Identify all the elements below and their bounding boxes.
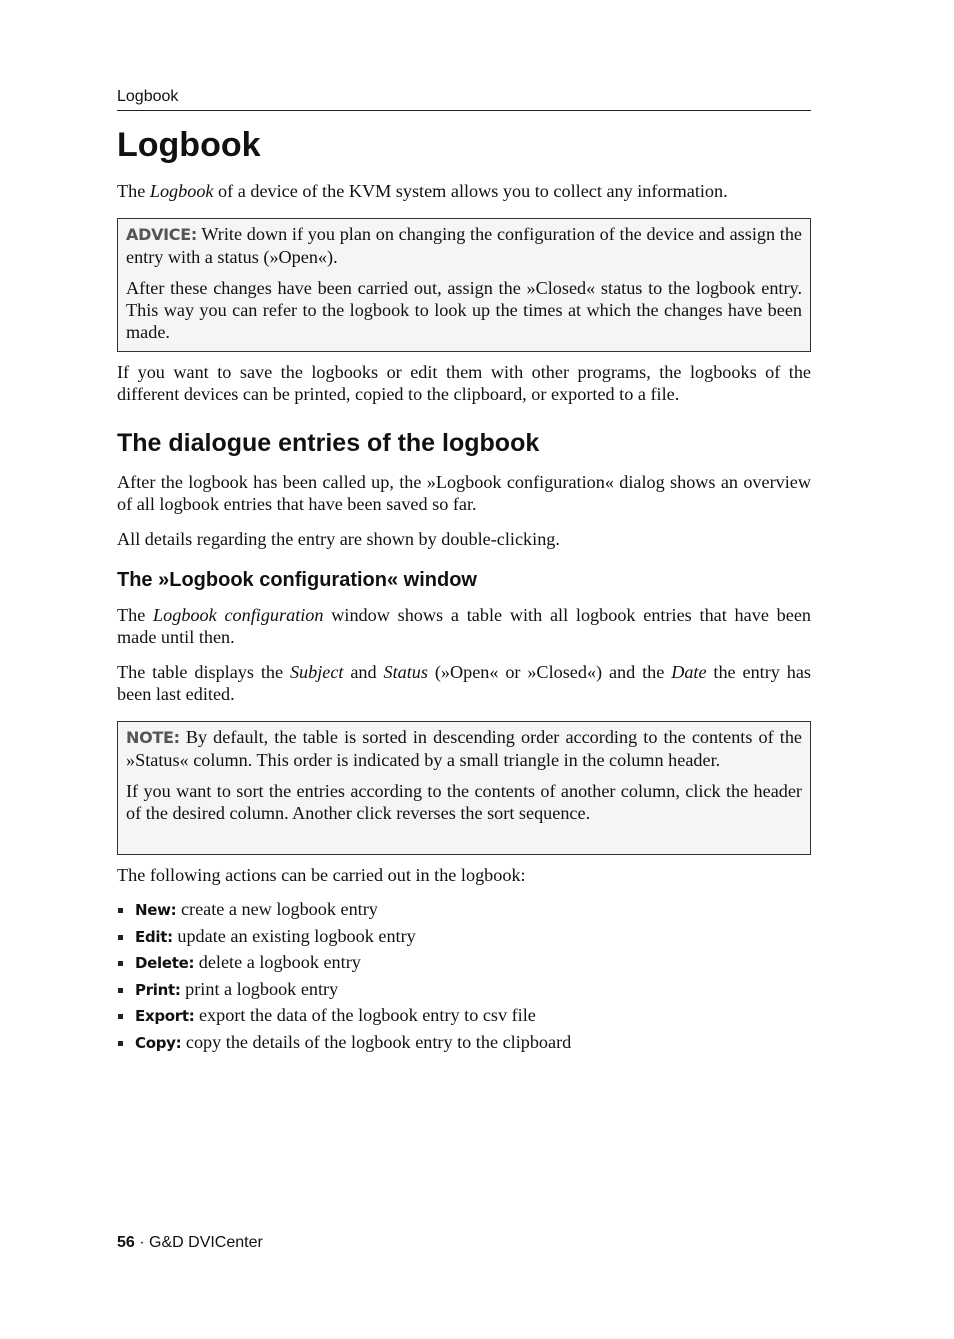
page-number: 56 <box>117 1234 135 1251</box>
product-name: G&D DVICenter <box>149 1234 263 1251</box>
advice-paragraph-1: ADVICE: Write down if you plan on changing the configuration of the device and assign the entry with a status (»Open«). <box>126 224 802 267</box>
advice-label: ADVICE: <box>126 225 197 244</box>
list-item-edit: Edit: update an existing logbook entry <box>117 924 571 951</box>
note-label: NOTE: <box>126 728 180 747</box>
advice-paragraph-2: After these changes have been carried out, assign the »Closed« status to the logbook entry. This way you can refer to the logbook to look up the times at which the changes have been made. <box>126 278 802 342</box>
note-paragraph-1: NOTE: By default, the table is sorted in descending order according to the contents of the »Status« column. This order is indicated by a small triangle in the column header. <box>126 727 802 770</box>
actions-intro: The following actions can be carried out in the logbook: <box>117 865 526 885</box>
running-header: Logbook <box>117 88 811 111</box>
list-item-delete: Delete: delete a logbook entry <box>117 950 571 977</box>
window-paragraph-2: The table displays the Subject and Status (»Open« or »Closed«) and the Date the entry has been last edited. <box>117 662 811 704</box>
subsection-heading-window: The »Logbook configuration« window <box>117 569 477 591</box>
window-paragraph-1: The Logbook configuration window shows a table with all logbook entries that have been made until then. <box>117 605 811 647</box>
section-heading-dialogue: The dialogue entries of the logbook <box>117 429 540 457</box>
advice-box <box>117 218 811 352</box>
actions-list <box>117 897 571 1056</box>
list-item-new: New: create a new logbook entry <box>117 897 571 924</box>
list-item-print: Print: print a logbook entry <box>117 977 571 1004</box>
intro-paragraph: The Logbook of a device of the KVM system allows you to collect any information. <box>117 181 728 201</box>
list-item-export: Export: export the data of the logbook entry to csv file <box>117 1003 571 1030</box>
dialogue-paragraph-1: After the logbook has been called up, the »Logbook configuration« dialog shows an overview of all logbook entries that have been saved so far. <box>117 472 811 514</box>
dialogue-paragraph-2: All details regarding the entry are shown by double-clicking. <box>117 529 560 549</box>
page-title: Logbook <box>117 126 261 164</box>
intro-emphasis: Logbook <box>149 181 214 201</box>
page-footer: 56 · G&D DVICenter <box>117 1234 263 1251</box>
list-item-copy: Copy: copy the details of the logbook entry to the clipboard <box>117 1030 571 1057</box>
note-box <box>117 721 811 855</box>
save-paragraph: If you want to save the logbooks or edit them with other programs, the logbooks of the different devices can be printed, copied to the clipboard, or exported to a file. <box>117 362 811 404</box>
note-paragraph-2: If you want to sort the entries according to the contents of another column, click the header of the desired column. Another click reverses the sort sequence. <box>126 781 802 823</box>
